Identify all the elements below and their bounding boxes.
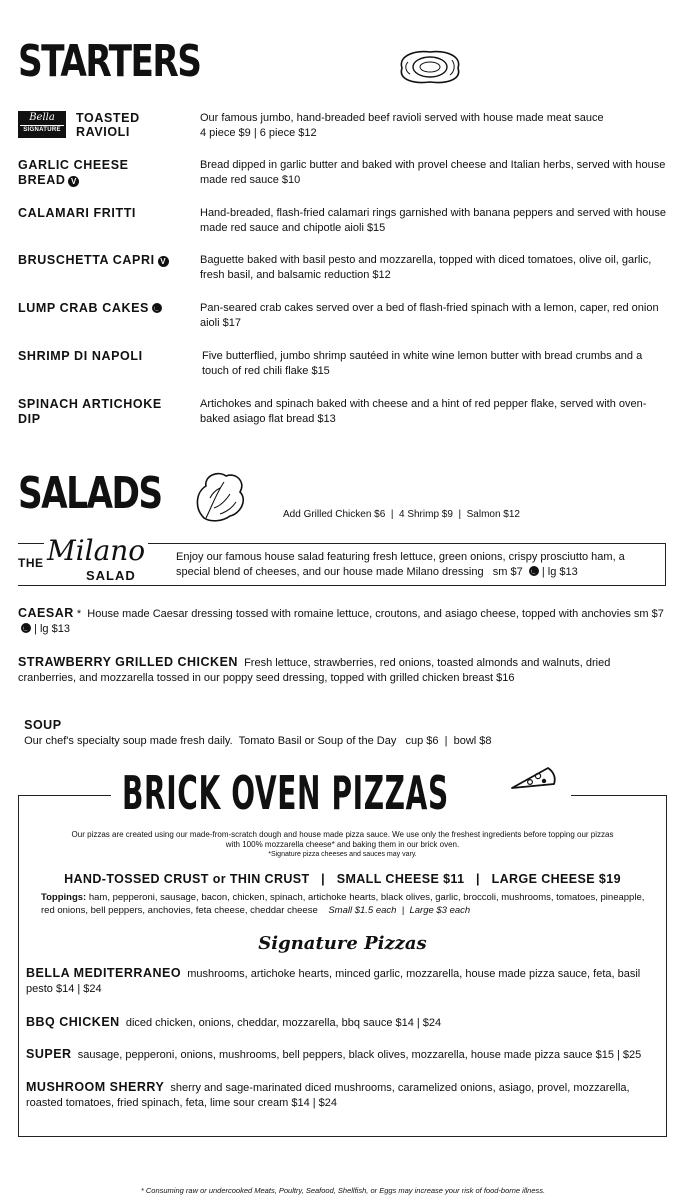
milano-salad-word: SALAD [86,568,136,583]
footer-disclaimer: * Consuming raw or undercooked Meats, Poultry, Seafood, Shellfish, or Eggs may increase your risk of food-borne illness. [140,1186,546,1195]
gluten-free-icon [152,303,162,313]
pizza-desc: mushrooms, artichoke hearts, minced garlic, mozzarella, house made pizza sauce, feta, basil pesto $14 | $24 [26,968,641,995]
milano-salad-box [18,534,666,586]
starter-name: CALAMARI FRITTI [18,206,137,220]
toppings-list: ham, pepperoni, sausage, bacon, chicken, spinach, artichoke hearts, black olives, garlic, broccoli, mushrooms, tomatoes, pineapple, red onions, bell peppers, anchovies, feta cheese, cheddar cheese [41,892,645,916]
pizza-slice-icon [508,764,558,810]
pizzas-title: BRICK OVEN PIZZAS [122,766,449,820]
vegetarian-icon: V [158,256,169,267]
starter-desc: Baguette baked with basil pesto and mozzarella, topped with diced tomatoes, olive oil, garlic, fresh basil, and balsamic reduction $12 [200,254,652,281]
milano-the: THE [18,556,44,570]
signature-pizzas-title: Signature Pizzas [258,933,427,954]
starter-name: TOASTED RAVIOLI [76,111,140,139]
pizza-name: BELLA MEDITERRANEO [26,966,182,980]
pizza-name: MUSHROOM SHERRY [26,1080,165,1094]
soup-item [18,703,668,749]
gluten-free-icon [529,566,539,576]
badge-label: SIGNATURE [20,125,64,135]
salad-desc: House made Caesar dressing tossed with romaine lettuce, croutons, and asiago cheese, topped with anchovies [87,608,631,620]
starter-item-toasted-ravioli [18,111,668,143]
starter-desc: Artichokes and spinach baked with cheese and a hint of red pepper flake, served with oven-baked asiago flat bread $13 [200,398,647,425]
milano-price-sm: sm $7 [492,566,523,578]
salad-name: STRAWBERRY GRILLED CHICKEN [18,655,238,669]
pizza-desc: sherry and sage-marinated diced mushrooms, caramelized onions, asiago, provel, mozzarella, roasted tomatoes, fried spinach, feta, lime sour cream $14 | $24 [26,1082,630,1109]
pizza-item-bbq-chicken [26,1015,661,1031]
milano-desc [176,550,654,580]
soup-name: SOUP [24,718,62,732]
starters-title: STARTERS [18,36,201,87]
bella-signature-badge [18,111,66,138]
starter-name: SHRIMP DI NAPOLI [18,349,143,363]
starter-name [18,301,193,316]
pizza-toppings [41,891,651,917]
gluten-free-icon [21,623,31,633]
pizza-intro-line2: with 100% mozzarella cheese* and baking them in our brick oven. [225,840,460,849]
toppings-price: Small $1.5 each | Large $3 each [328,905,471,916]
pizza-intro [19,830,666,860]
milano-desc-text: Enjoy our famous house salad featuring fresh lettuce, green onions, crispy prosciutto ham, a special blend of cheeses, and our house made Milano dressing [176,551,625,578]
pizza-item-mushroom-sherry [26,1080,661,1111]
soup-desc: Our chef's specialty soup made fresh daily. Tomato Basil or Soup of the Day cup $6 | bowl $8 [24,735,492,747]
milano-price-lg: | lg $13 [541,566,578,578]
starter-desc-text: Our famous jumbo, hand-breaded beef ravioli served with house made meat sauce [200,112,604,124]
salad-item-strawberry [18,655,668,686]
pizza-intro-line1: Our pizzas are created using our made-from-scratch dough and house made pizza sauce. We use only the freshest ingredients before topping our pizzas [71,830,614,839]
salad-addons: Add Grilled Chicken $6 | 4 Shrimp $9 | Salmon $12 [283,509,520,520]
pizza-item-super [26,1047,661,1063]
pizza-desc: diced chicken, onions, cheddar, mozzarella, bbq sauce $14 | $24 [125,1017,442,1029]
starter-price: 4 piece $9 | 6 piece $12 [200,127,317,139]
salad-price-lg: | lg $13 [34,623,70,635]
salad-desc: Fresh lettuce, strawberries, red onions, toasted almonds and walnuts, dried cranberries, and mozzarella tossed in our poppy seed dressing, topped with grilled chicken breast $16 [18,657,611,684]
starter-item-bruschetta-capri [18,253,668,285]
starter-desc: Bread dipped in garlic butter and baked with provel cheese and Italian herbs, served with house made red sauce $10 [200,159,666,186]
starter-item-spinach-artichoke-dip [18,397,668,429]
starter-name [18,253,193,268]
pizza-intro-line3: *Signature pizza cheeses and sauces may vary. [268,851,417,858]
starter-desc: Hand-breaded, flash-fried calamari rings garnished with banana peppers and served with house made red sauce and chipotle aioli $15 [200,207,666,234]
pizza-item-bella-mediterraneo [26,966,661,997]
starter-name-text: GARLIC CHEESE BREAD [18,158,129,187]
toppings-label: Toppings: [41,892,87,903]
lettuce-illustration-icon [190,468,248,524]
pizza-section-box [18,795,667,1137]
starter-name-text: BRUSCHETTA CAPRI [18,253,155,267]
starter-name [18,158,143,188]
milano-script: Milano [44,534,148,568]
pizza-crust-line: HAND-TOSSED CRUST or THIN CRUST | SMALL CHEESE $11 | LARGE CHEESE $19 [64,872,621,886]
ravioli-illustration-icon [396,48,464,86]
starter-name: SPINACH ARTICHOKE DIP [18,397,162,426]
starter-desc: Pan-seared crab cakes served over a bed of flash-fried spinach with a lemon, caper, red onion aioli $17 [200,302,659,329]
salads-title: SALADS [18,468,162,519]
starter-desc [200,111,670,141]
starter-item-calamari-fritti [18,206,668,238]
starter-desc: Five butterflied, jumbo shrimp sautéed in white wine lemon butter with bread crumbs and a touch of red chili flake $15 [202,350,643,377]
pizza-name: BBQ CHICKEN [26,1015,120,1029]
starter-item-garlic-cheese-bread [18,158,668,190]
salad-name: CAESAR [18,606,74,620]
raw-warning-star: * [76,608,82,620]
pizza-name: SUPER [26,1047,72,1061]
pizza-desc: sausage, pepperoni, onions, mushrooms, bell peppers, black olives, mozzarella, house made pizza sauce $15 | $25 [77,1049,642,1061]
starter-item-lump-crab-cakes [18,301,668,333]
badge-script: Bella [29,112,55,123]
vegetarian-icon: V [68,176,79,187]
salad-item-caesar [18,606,668,637]
starter-name-text: LUMP CRAB CAKES [18,301,149,315]
salad-price-sm: sm $7 [633,608,664,620]
starter-item-shrimp-di-napoli [18,349,668,381]
